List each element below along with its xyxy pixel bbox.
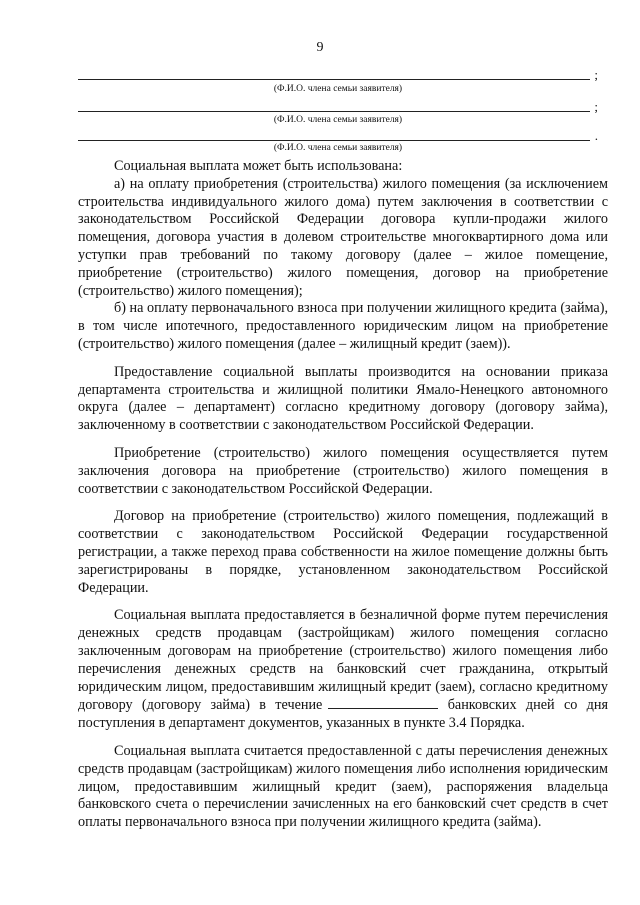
signature-line-1 [78, 66, 598, 80]
signature-line-3 [78, 127, 598, 141]
days-blank-field [328, 696, 438, 709]
blank-rule [78, 140, 590, 141]
signature-caption-1: (Ф.И.О. члена семьи заявителя) [273, 84, 403, 94]
body-text [78, 158, 608, 832]
paragraph-usage-intro: Социальная выплата может быть использована: [114, 158, 403, 174]
signature-line-2 [78, 98, 598, 112]
signature-caption-3: (Ф.И.О. члена семьи заявителя) [273, 143, 403, 153]
blank-rule [78, 111, 590, 112]
blank-rule [78, 79, 590, 80]
payment-form-text-end: банковских дней со дня поступления в департамент документов, указанных в пункте 3.4 Порядка. [78, 697, 609, 732]
paragraph-payment-form [78, 607, 608, 733]
paragraph-item-a: а) на оплату приобретения (строительства) жилого помещения (за исключением строительства индивидуального жилого дома) путем заключения в соответствии с законодательством Российской Федерации договора купли-продажи жилого помещения, договора участия в долевом строительстве многоквартирного дома или уступки прав требований по такому договору (далее – жилое помещение, приобретение (строительство) жилого помещения, договор на приобретение (строительство) жилого помещения); [78, 175, 608, 299]
line-end-mark: . [594, 128, 598, 143]
page-number: 9 [316, 40, 324, 55]
paragraph-payment-date: Социальная выплата считается предоставленной с даты перечисления денежных средств продавцам (застройщикам) жилого помещения либо исполнения юридическим лицом, предоставившим жилищный кредит (заем), распоряжения владельца банковского счета о перечислении зачисленных на его банковский счет средств в счет оплаты первоначального взноса при получении жилищного кредита (займа). [78, 742, 608, 831]
paragraph-acquisition: Приобретение (строительство) жилого помещения осуществляется путем заключения договора на приобретение (строительство) жилого помещения в соответствии с законодательством Российской Федерации. [78, 444, 608, 497]
line-end-mark: ; [594, 67, 598, 82]
paragraph-item-b: б) на оплату первоначального взноса при получении жилищного кредита (займа), в том числе ипотечного, предоставленного юридическим лицом на приобретение (строительство) жилого помещения (далее – жилищный кредит (заем)). [78, 300, 608, 352]
line-end-mark: ; [594, 99, 598, 114]
payment-form-text: Социальная выплата предоставляется в безналичной форме путем перечисления денежных средств продавцам (застройщикам) жилого помещения согласно заключенным договорам на приобретение (строительство) жилого помещения либо перечисления денежных средств на банковский счет гражданина, открытый юридическим лицом, предоставившим жилищный кредит (заем), согласно кредитному договору (договору займа) в течение [78, 607, 608, 714]
paragraph-contract-registration: Договор на приобретение (строительство) жилого помещения, подлежащий в соответствии с законодательством Российской Федерации государственной регистрации, а также переход права собственности на жилое помещение должны быть зарегистрированы в порядке, установленном законодательством Российской Федерации. [78, 508, 608, 596]
paragraph-basis: Предоставление социальной выплаты производится на основании приказа департамента строительства и жилищной политики Ямало-Ненецкого автономного округа (далее – департамент) согласно кредитному договору (договору займа), заключенному в соответствии с законодательством Российской Федерации. [78, 363, 608, 434]
signature-caption-2: (Ф.И.О. члена семьи заявителя) [273, 115, 403, 125]
